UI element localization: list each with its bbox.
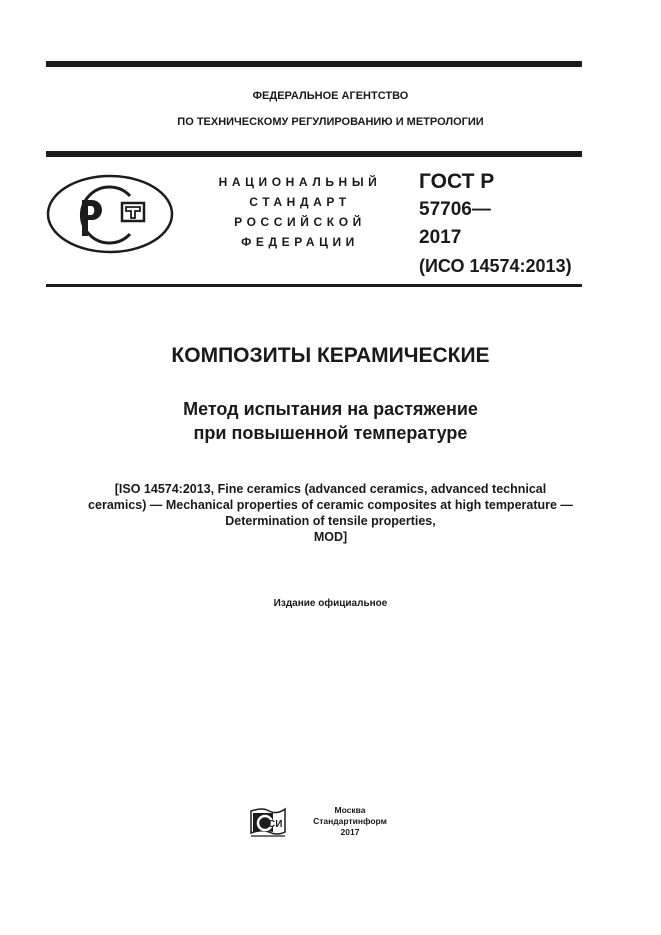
publisher-info [300, 805, 400, 838]
svg-text:СИ: СИ [268, 819, 283, 830]
gost-year: 2017 [419, 227, 462, 248]
header-rule [46, 151, 582, 157]
rst-certification-mark-icon [46, 174, 174, 254]
standartinform-logo-icon [249, 805, 287, 838]
publisher-city: Москва [334, 805, 366, 815]
gost-label: ГОСТ Р [419, 170, 495, 193]
national-line: ФЕДЕРАЦИИ [241, 235, 359, 249]
agency-name-line2: ПО ТЕХНИЧЕСКОМУ РЕГУЛИРОВАНИЮ И МЕТРОЛОГИИ [177, 116, 484, 128]
national-standard-label [200, 172, 400, 252]
publisher-name: Стандартинформ [313, 816, 387, 826]
subtitle-line2: при повышенной температуре [193, 423, 468, 443]
gost-designation [419, 168, 572, 280]
standard-block-rule [46, 284, 582, 287]
iso-reference-line: ceramics) — Mechanical properties of ceramic composites at high temperature — [88, 498, 573, 512]
iso-reference [0, 481, 661, 545]
document-title: КОМПОЗИТЫ КЕРАМИЧЕСКИЕ [171, 344, 490, 367]
official-edition-label: Издание официальное [273, 598, 388, 609]
gost-number: 57706— [419, 199, 491, 220]
subtitle-line1: Метод испытания на растяжение [183, 399, 478, 419]
publisher-year: 2017 [340, 827, 360, 837]
iso-reference-line: Determination of tensile properties, [225, 514, 436, 528]
top-rule [46, 61, 582, 67]
iso-reference-line: [ISO 14574:2013, Fine ceramics (advanced ceramics, advanced technical [114, 482, 547, 496]
iso-equivalent: (ИСО 14574:2013) [419, 256, 572, 276]
national-line: НАЦИОНАЛЬНЫЙ [218, 175, 382, 189]
national-line: СТАНДАРТ [249, 195, 351, 209]
agency-name-line1: ФЕДЕРАЛЬНОЕ АГЕНТСТВО [252, 90, 409, 102]
iso-reference-line: MOD] [313, 530, 348, 544]
document-subtitle [0, 397, 661, 445]
national-line: РОССИЙСКОЙ [234, 215, 366, 229]
